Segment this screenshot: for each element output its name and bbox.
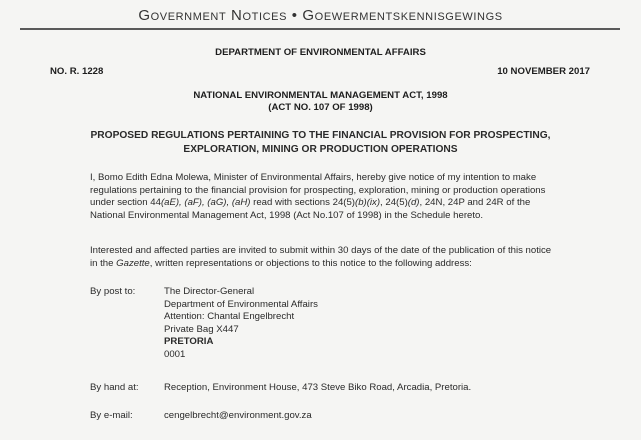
address-line: Private Bag X447 [164,323,239,335]
department-heading: DEPARTMENT OF ENVIRONMENTAL AFFAIRS [215,47,426,58]
submission-paragraph [90,245,558,270]
address-line: The Director-General [164,286,255,297]
email-address: cengelbrecht@environment.gov.za [164,410,312,421]
address-line: Attention: Chantal Engelbrecht [164,311,295,322]
para2-text: Interested and affected parties are invited to submit within 30 days of the date of the publication of this notice in the [90,245,552,269]
postal-address [164,286,318,361]
act-number-line: (ACT NO. 107 OF 1998) [268,102,373,113]
notice-date: 10 NOVEMBER 2017 [497,66,590,77]
gazette-word: Gazette [116,257,150,269]
gazette-section-title: Government Notices • Goewermentskennisgewings [138,7,503,24]
regulations-title-line-2: EXPLORATION, MINING OR PRODUCTION OPERATIONS [183,144,458,155]
email-label: By e-mail: [90,410,133,421]
regulations-title-line-1: PROPOSED REGULATIONS PERTAINING TO THE FINANCIAL PROVISION FOR PROSPECTING, [90,130,551,141]
para1-text-end: , 24N, 24P and 24R of the National Environmental Management Act, 1998 (Act No.107 of 1998) in the Schedule hereto. [90,197,531,221]
para2-text-end: , written representations or objections to this notice to the following address: [149,257,472,269]
hand-label: By hand at: [90,382,139,393]
header-rule [20,28,620,30]
address-line: PRETORIA [164,336,214,347]
act-title-line: NATIONAL ENVIRONMENTAL MANAGEMENT ACT, 1998 [193,90,448,101]
address-line: 0001 [164,348,186,360]
intention-paragraph [90,172,558,222]
address-line: Department of Environmental Affairs [164,298,318,310]
para1-subsection-d: (d) [407,197,420,208]
para1-text-mid2: , 24(5) [380,197,408,208]
para1-subsections: (aE), (aF), (aG), (aH) [160,197,251,208]
cut-off-text [90,433,550,440]
act-title [0,90,641,114]
para1-subsection-b: (b)(ix) [355,197,381,208]
hand-delivery-address: Reception, Environment House, 473 Steve Biko Road, Arcadia, Pretoria. [164,382,472,393]
post-label: By post to: [90,286,136,297]
para1-text-mid: read with sections 24(5) [250,197,355,208]
notice-number: NO. R. 1228 [50,66,104,77]
para1-text: I, Bomo Edith Edna Molewa, Minister of Environmental Affairs, hereby give notice of my intention to make regulations pertaining to the financial provision for prospecting, exploration, mining or production operations under section 44 [90,172,546,208]
regulations-title [0,129,641,157]
